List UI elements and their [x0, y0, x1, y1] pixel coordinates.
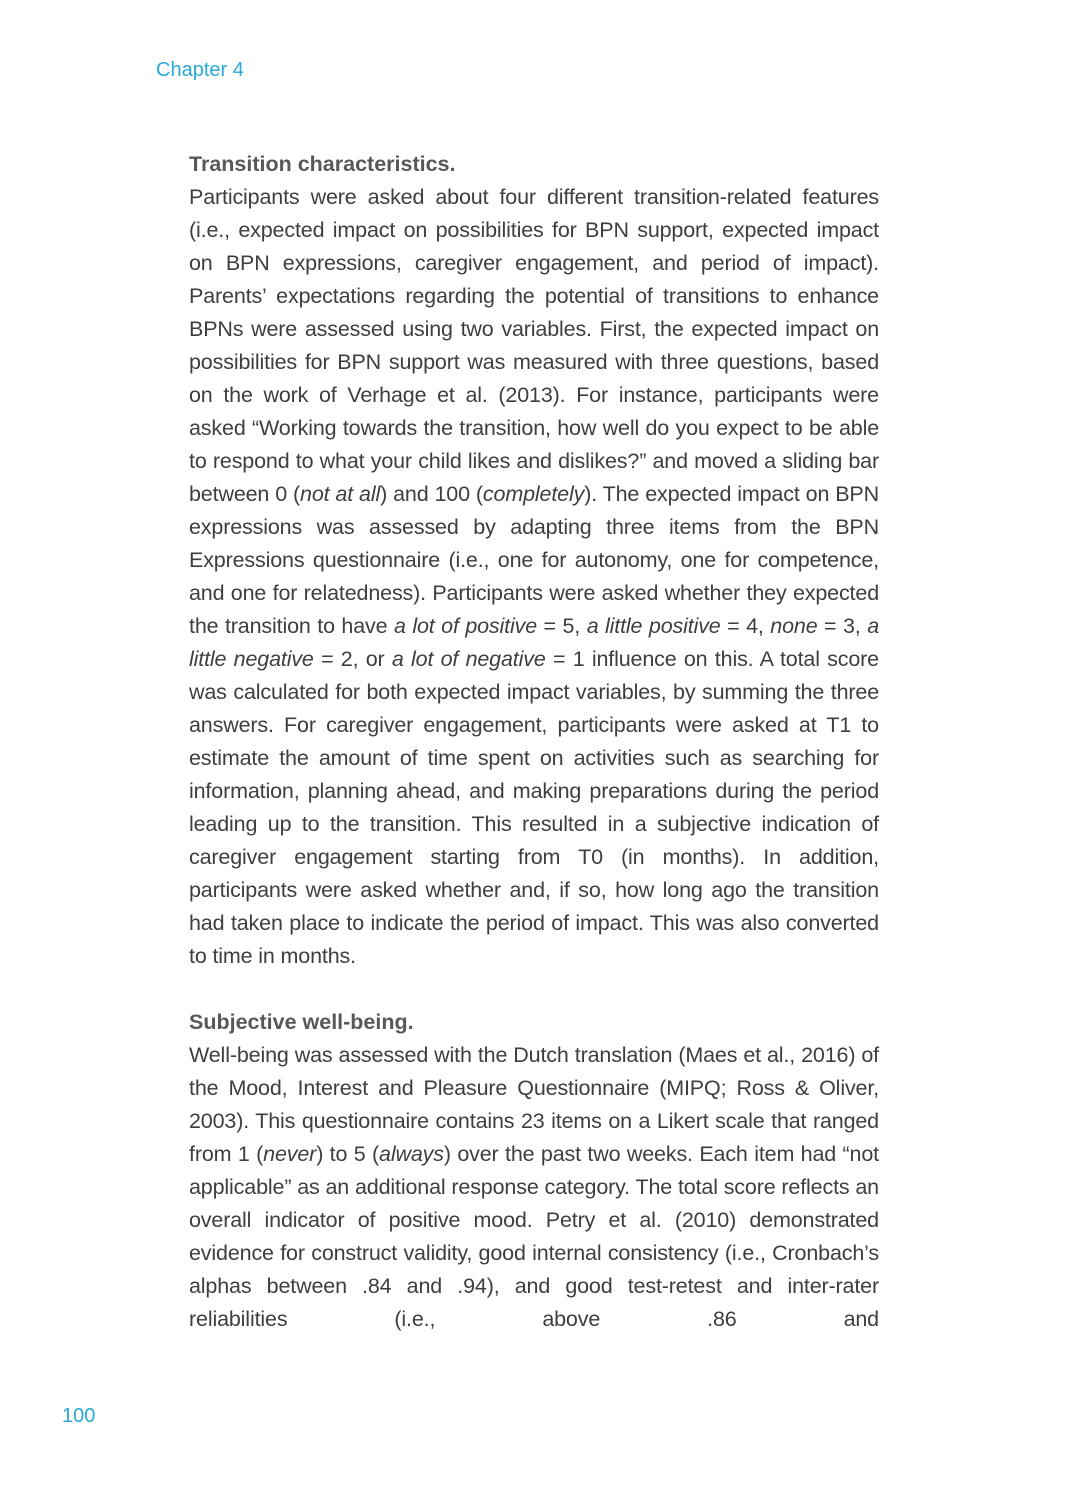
section-paragraph-transition-characteristics: [189, 181, 879, 973]
text-segment: Well-being was assessed with the Dutch translation (Maes et al., 2016) of the Mood, Interest and Pleasure Questionnaire (MIPQ; Ross & Oliver, 2003). This questionnaire contains 23 items on a Likert scale that ranged from 1 (: [189, 1043, 879, 1166]
section-paragraph-subjective-well-being: [189, 1039, 879, 1336]
text-segment-italic: a little negative: [189, 614, 879, 671]
page-content: [189, 148, 879, 1336]
text-segment: ) over the past two weeks. Each item had “not applicable” as an additional response category. The total score reflects an overall indicator of positive mood. Petry et al. (2010) demonstrated evidence for construct validity, good internal consistency (i.e., Cronbach’s alphas between .84 and .94), and good test-retest and inter-rater reliabilities (i.e., above .86 and: [189, 1142, 879, 1331]
text-segment-italic: always: [379, 1142, 444, 1166]
text-segment: Participants were asked about four different transition-related features (i.e., expected impact on possibilities for BPN support, expected impact on BPN expressions, caregiver engagement, and period of impact). Parents’ expectations regarding the potential of transitions to enhance BPNs were assessed using two variables. First, the expected impact on possibilities for BPN support was measured with three questions, based on the work of Verhage et al. (2013). For instance, participants were asked “Working towards the transition, how well do you expect to be able to respond to what your child likes and dislikes?” and moved a sliding bar between 0 (: [189, 185, 879, 506]
section-transition-characteristics: [189, 148, 879, 973]
text-segment-italic: completely: [482, 482, 585, 506]
text-segment: ). The expected impact on BPN expressions was assessed by adapting three items from the BPN Expressions questionnaire (i.e., one for autonomy, one for competence, and one for relatedness). Participants were asked whether they expected the transition to have: [189, 482, 879, 638]
text-segment: = 1 influence on this. A total score was calculated for both expected impact variables, by summing the three answers. For caregiver engagement, participants were asked at T1 to estimate the amount of time spent on activities such as searching for information, planning ahead, and making preparations during the period leading up to the transition. This resulted in a subjective indication of caregiver engagement starting from T0 (in months). In addition, participants were asked whether and, if so, how long ago the transition had taken place to indicate the period of impact. This was also converted to time in months.: [189, 647, 879, 968]
section-heading-transition-characteristics: Transition characteristics.: [189, 152, 456, 176]
chapter-header: Chapter 4: [156, 59, 244, 81]
text-segment-italic: a lot of positive: [394, 614, 538, 638]
text-segment: ) to 5 (: [316, 1142, 380, 1166]
text-segment-italic: never: [263, 1142, 317, 1166]
text-segment: = 4,: [720, 614, 771, 638]
page-number: 100: [62, 1405, 96, 1427]
text-segment-italic: not at all: [300, 482, 381, 506]
section-heading-subjective-well-being: Subjective well-being.: [189, 1010, 414, 1034]
text-segment-italic: a little positive: [586, 614, 721, 638]
text-segment: = 3,: [817, 614, 868, 638]
section-subjective-well-being: [189, 1006, 879, 1336]
text-segment: = 2, or: [313, 647, 392, 671]
text-segment-italic: a lot of negative: [391, 647, 546, 671]
text-segment-italic: none: [770, 614, 818, 638]
text-segment: ) and 100 (: [380, 482, 483, 506]
text-segment: = 5,: [537, 614, 587, 638]
